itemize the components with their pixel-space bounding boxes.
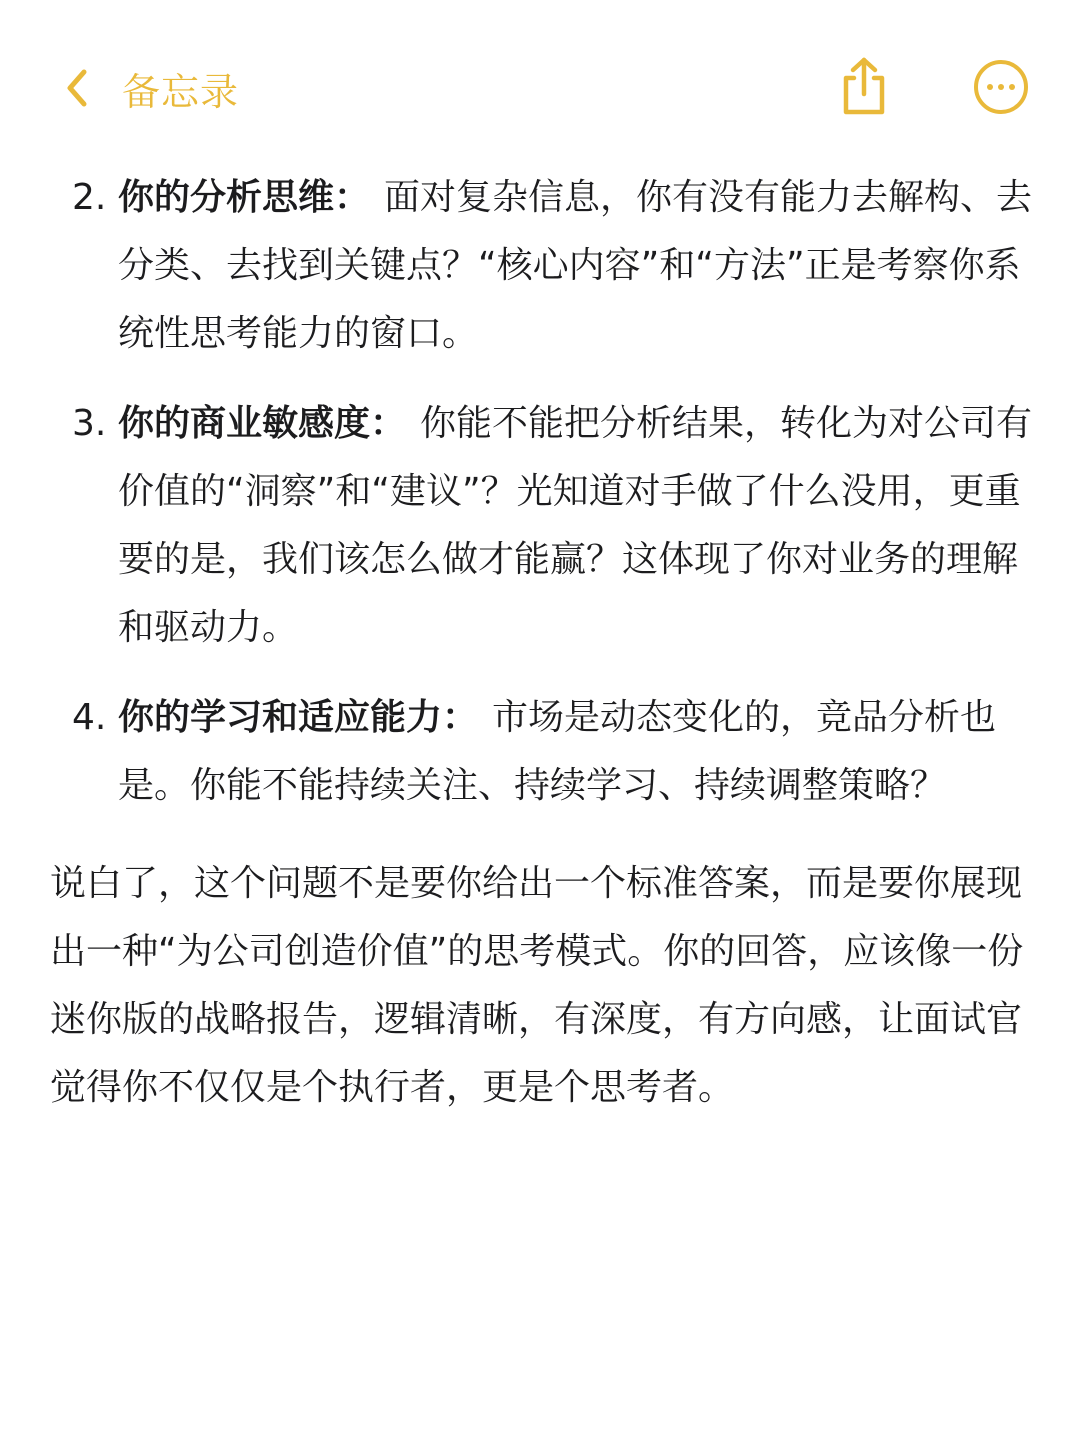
navigation-bar <box>0 0 1080 160</box>
point-text: 面对复杂信息，你有没有能力去解构、去分类、去找到关键点？“核心内容”和“方法”正是考察你系统性思考能力的窗口。 <box>118 177 1033 354</box>
more-icon <box>973 59 1029 115</box>
share-button[interactable] <box>836 56 892 116</box>
share-icon <box>836 56 892 116</box>
point-text: 市场是动态变化的，竞品分析也是。你能不能持续关注、持续学习、持续调整策略？ <box>118 697 997 806</box>
list-number: 4. <box>72 697 107 738</box>
list-item <box>0 164 1080 368</box>
back-button[interactable] <box>62 58 239 118</box>
list-item <box>0 684 1080 820</box>
list-number: 2. <box>72 177 107 218</box>
summary-paragraph: 说白了，这个问题不是要你给出一个标准答案，而是要你展现出一种“为公司创造价值”的思考模式。你的回答，应该像一份迷你版的战略报告，逻辑清晰，有深度，有方向感，让面试官觉得你不仅仅是个执行者，更是个思考者。 <box>50 863 1024 1108</box>
point-heading: 你的学习和适应能力： <box>118 697 479 738</box>
list-item <box>0 390 1080 662</box>
chevron-left-icon <box>62 58 102 118</box>
more-button[interactable] <box>973 59 1029 115</box>
note-body[interactable] <box>0 164 1080 1122</box>
list-number: 3. <box>72 403 107 444</box>
back-button-label: 备忘录 <box>122 69 240 114</box>
point-heading: 你的商业敏感度： <box>118 403 407 444</box>
point-list <box>0 164 1080 820</box>
point-heading: 你的分析思维： <box>118 177 371 218</box>
point-text: 你能不能把分析结果，转化为对公司有价值的“洞察”和“建议”？光知道对手做了什么没用，更重要的是，我们该怎么做才能赢？这体现了你对业务的理解和驱动力。 <box>118 403 1033 648</box>
